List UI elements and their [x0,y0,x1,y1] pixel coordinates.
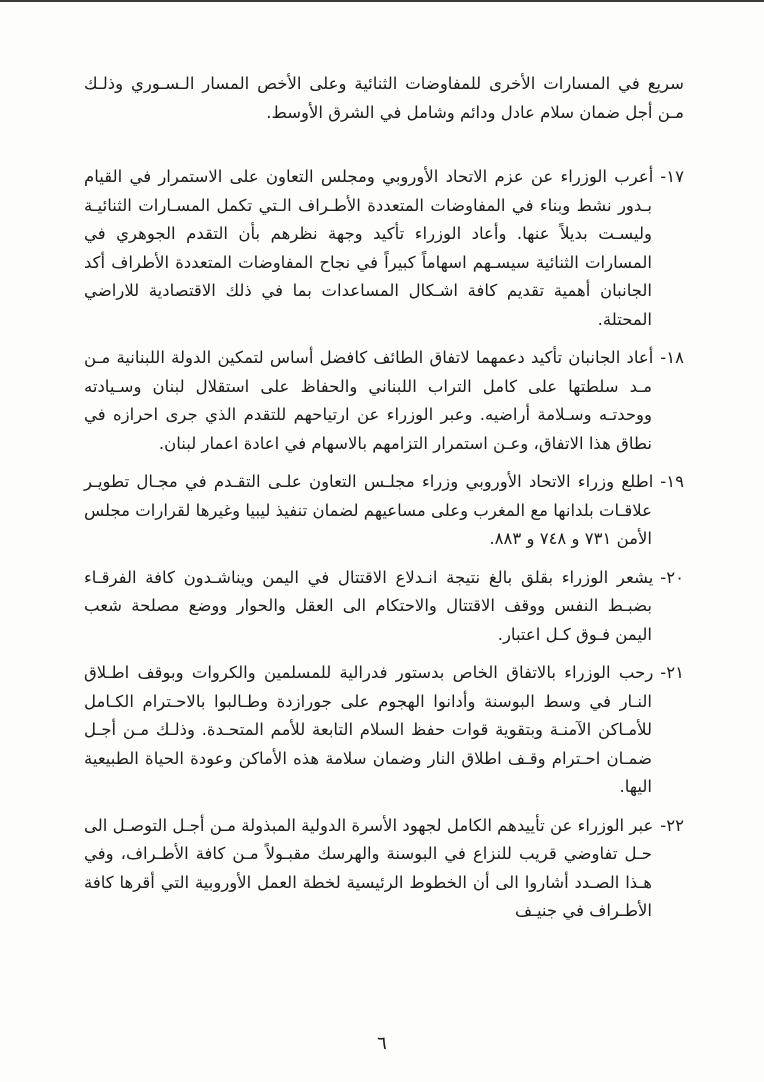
document-body [84,70,684,936]
paragraph-number: ١٨- [660,348,684,367]
numbered-paragraph-21 [84,659,684,802]
paragraph-text: يشعر الوزراء بقلق بالغ نتيجة انـدلاع الاقتتال في اليمن ويناشـدون كافة الفرقـاء بضبـط النفس ووقف الاقتتال والاحتكام الى العقل والحوار ووضع مصلحة شعب اليمن فـوق كـل اعتبار. [84,567,654,644]
paragraph-number: ١٧- [660,167,684,186]
numbered-paragraph-20 [84,564,684,650]
paragraph-text: أعرب الوزراء عن عزم الاتحاد الأوروبي ومجلس التعاون على الاستمرار في القيام بـدور نشط وبناء في المفاوضات المتعددة الأطـراف الـتي تكمل المسـارات الثنائيـة وليسـت بديلاً عنها. وأعاد الوزراء تأكيد وجهة نظرهم بأن التقدم الجوهري في المسارات الثنائية سيسـهم اسهاماً كبيراً في نجاح المفاوضات المتعددة الأطراف أكد الجانبان أهمية تقديم كافة اشـكال المساعدات بما في ذلك الاقتصادية للاراضي المحتلة. [84,167,654,329]
numbered-paragraph-19 [84,468,684,554]
paragraph-number: ٢١- [660,663,684,682]
numbered-paragraph-22 [84,812,684,926]
paragraph-number: ١٩- [660,472,684,491]
page-number: ٦ [377,1033,387,1054]
paragraph-text: أعاد الجانبان تأكيد دعمهما لاتفاق الطائف كافضل أساس لتمكين الدولة اللبنانية مـن مـد سلطتها على كامل التراب اللبناني والحفاظ على استقلال لبنان وسـيادته ووحدتـه وسـلامة أراضيه. وعبر الوزراء عن ارتياحهم للتقدم الذي جرى احرازه في نطاق هذا الاتفاق، وعـن استمرار التزامهم بالاسهام في اعادة اعمار لبنان. [84,348,654,453]
numbered-paragraph-17 [84,163,684,334]
paragraph-text: رحب الوزراء بالاتفاق الخاص بدستور فدرالية للمسلمين والكروات وبوقف اطـلاق النـار في وسط البوسنة وأدانوا الهجوم على جورازدة وطـالبوا بالاحـترام الكـامل للأمـاكن الآمنـة وبتقوية قوات حفظ السلام التابعة للأمم المتحـدة. وذلـك مـن أجـل ضمـان احـترام وقـف اطلاق النار وضمان سلامة هذه الأماكن وعودة الحياة الطبيعية اليها. [84,663,654,796]
paragraph-text: عبر الوزراء عن تأييدهم الكامل لجهود الأسرة الدولية المبذولة مـن أجـل التوصـل الى حـل تفاوضي قريب للنزاع في البوسنة والهرسك مقبـولاً مـن كافة الأطـراف، وفي هـذا الصـدد أشاروا الى أن الخطوط الرئيسية لخطة العمل الأوروبية التي أقرها كافة الأطـراف في جنيـف [84,815,654,920]
paragraph-text: اطلع وزراء الاتحاد الأوروبي وزراء مجلـس التعاون علـى التقـدم في مجـال تطويـر علاقـات بلدانها مع المغرب وعلى مساعيهم لضمان تنفيذ ليبيا وغيرها لقرارات مجلس الأمن ٧٣١ و ٧٤٨ و ٨٨٣. [84,472,654,548]
paragraph-number: ٢٠- [660,567,684,587]
paragraph-number: ٢٢- [660,815,684,835]
numbered-paragraph-18 [84,344,684,458]
continuation-paragraph: سريع في المسارات الأخرى للمفاوضات الثنائية وعلى الأخص المسار الـسـوري وذلـك مـن أجل ضمان سلام عادل ودائم وشامل في الشرق الأوسط. [84,74,684,122]
